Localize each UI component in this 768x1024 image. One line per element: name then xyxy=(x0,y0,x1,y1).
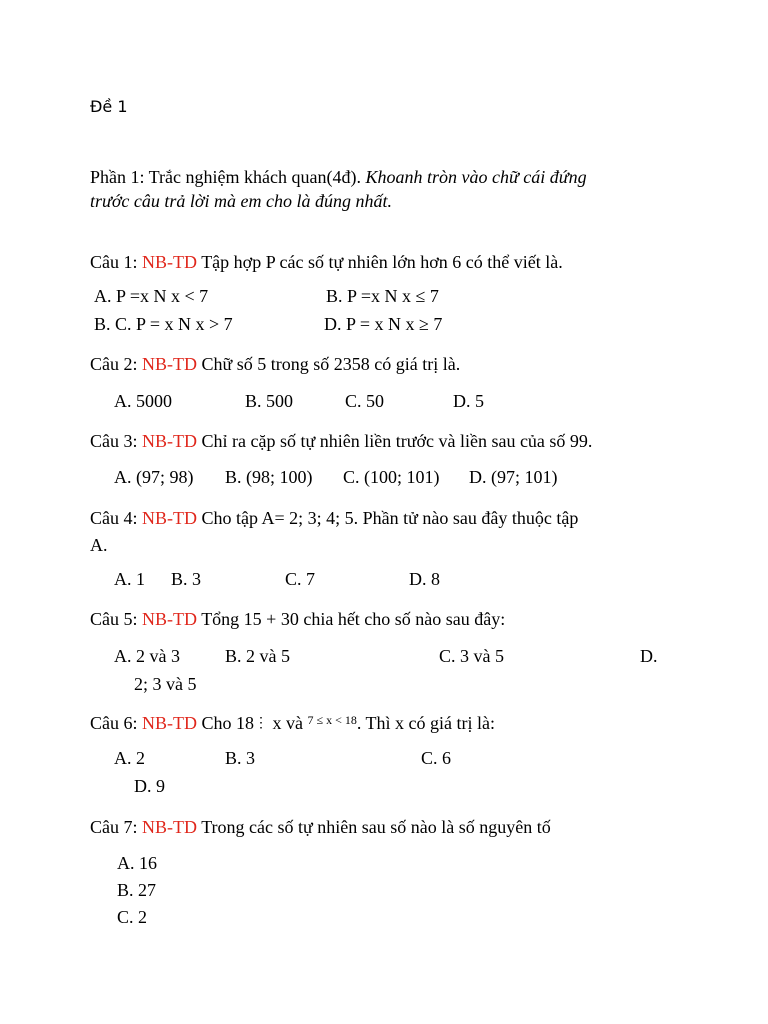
question-label: Câu 4: xyxy=(90,508,138,528)
option-d[interactable]: D. 5 xyxy=(453,391,484,411)
question-tag: NB-TD xyxy=(142,431,197,451)
option-b[interactable]: B. 27 xyxy=(117,880,157,900)
question-5 xyxy=(90,609,505,630)
option-c[interactable]: C. 6 xyxy=(421,748,452,768)
question-tag: NB-TD xyxy=(142,609,197,629)
question-text: Tổng 15 + 30 chia hết cho số nào sau đây: xyxy=(201,609,506,629)
option-c[interactable]: B. C. P = x N x > 7 xyxy=(94,314,233,334)
question-label: Câu 5: xyxy=(90,609,138,629)
question-4 xyxy=(90,508,578,529)
option-c[interactable]: C. (100; 101) xyxy=(343,467,440,487)
question-text: Chỉ ra cặp số tự nhiên liền trước và liền sau của số 99. xyxy=(201,431,593,451)
part1-title: Phần 1: Trắc nghiệm khách quan(4đ). xyxy=(90,167,361,187)
option-b[interactable]: B. 2 và 5 xyxy=(225,646,290,666)
option-d[interactable]: D. xyxy=(640,646,658,666)
option-c[interactable]: C. 7 xyxy=(285,569,316,589)
question-text-a: Cho 18 xyxy=(201,713,255,733)
option-a[interactable]: A. P =x N x < 7 xyxy=(94,286,209,306)
divides-icon: ⋮ xyxy=(254,716,269,731)
option-b[interactable]: B. 500 xyxy=(245,391,294,411)
question-text-b: x và xyxy=(272,713,304,733)
option-a[interactable]: A. 2 và 3 xyxy=(114,646,180,666)
question-text-continued: A. xyxy=(90,535,108,555)
option-c[interactable]: C. 3 và 5 xyxy=(439,646,504,666)
question-1 xyxy=(90,252,563,273)
option-c[interactable]: C. 50 xyxy=(345,391,385,411)
option-c[interactable]: C. 2 xyxy=(117,907,148,927)
question-text: Tập hợp P các số tự nhiên lớn hơn 6 có thể viết là. xyxy=(201,252,563,272)
question-tag: NB-TD xyxy=(142,354,197,374)
option-d[interactable]: D. (97; 101) xyxy=(469,467,558,487)
question-6 xyxy=(90,713,495,734)
question-tag: NB-TD xyxy=(142,713,197,733)
part1-instruction-line1: Khoanh tròn vào chữ cái đứng xyxy=(365,167,587,187)
option-d-continued[interactable]: 2; 3 và 5 xyxy=(134,674,197,694)
option-b[interactable]: B. 3 xyxy=(171,569,202,589)
option-a[interactable]: A. 16 xyxy=(117,853,157,873)
page-heading: Đề 1 xyxy=(90,97,128,116)
option-b[interactable]: B. P =x N x ≤ 7 xyxy=(326,286,439,306)
inequality-expression: 7 ≤ x < 18 xyxy=(307,713,357,727)
option-b[interactable]: B. (98; 100) xyxy=(225,467,313,487)
question-label: Câu 6: xyxy=(90,713,138,733)
question-text: Chữ số 5 trong số 2358 có giá trị là. xyxy=(201,354,461,374)
question-label: Câu 7: xyxy=(90,817,138,837)
option-d[interactable]: D. 8 xyxy=(409,569,440,589)
question-tag: NB-TD xyxy=(142,508,197,528)
option-a[interactable]: A. (97; 98) xyxy=(114,467,194,487)
option-d[interactable]: D. P = x N x ≥ 7 xyxy=(324,314,443,334)
question-label: Câu 2: xyxy=(90,354,138,374)
question-7 xyxy=(90,817,551,838)
question-text: Trong các số tự nhiên sau số nào là số nguyên tố xyxy=(201,817,551,837)
option-b[interactable]: B. 3 xyxy=(225,748,256,768)
part1-title-line xyxy=(90,167,587,188)
question-label: Câu 3: xyxy=(90,431,138,451)
option-a[interactable]: A. 1 xyxy=(114,569,145,589)
question-tag: NB-TD xyxy=(142,817,197,837)
option-d[interactable]: D. 9 xyxy=(134,776,165,796)
question-text: Cho tập A= 2; 3; 4; 5. Phần tử nào sau đây thuộc tập xyxy=(201,508,579,528)
option-a[interactable]: A. 5000 xyxy=(114,391,172,411)
question-label: Câu 1: xyxy=(90,252,138,272)
option-a[interactable]: A. 2 xyxy=(114,748,145,768)
part1-instruction-line2: trước câu trả lời mà em cho là đúng nhất. xyxy=(90,191,393,211)
question-3 xyxy=(90,431,592,452)
question-tag: NB-TD xyxy=(142,252,197,272)
question-text-c: . Thì x có giá trị là: xyxy=(356,713,496,733)
question-2 xyxy=(90,354,460,375)
